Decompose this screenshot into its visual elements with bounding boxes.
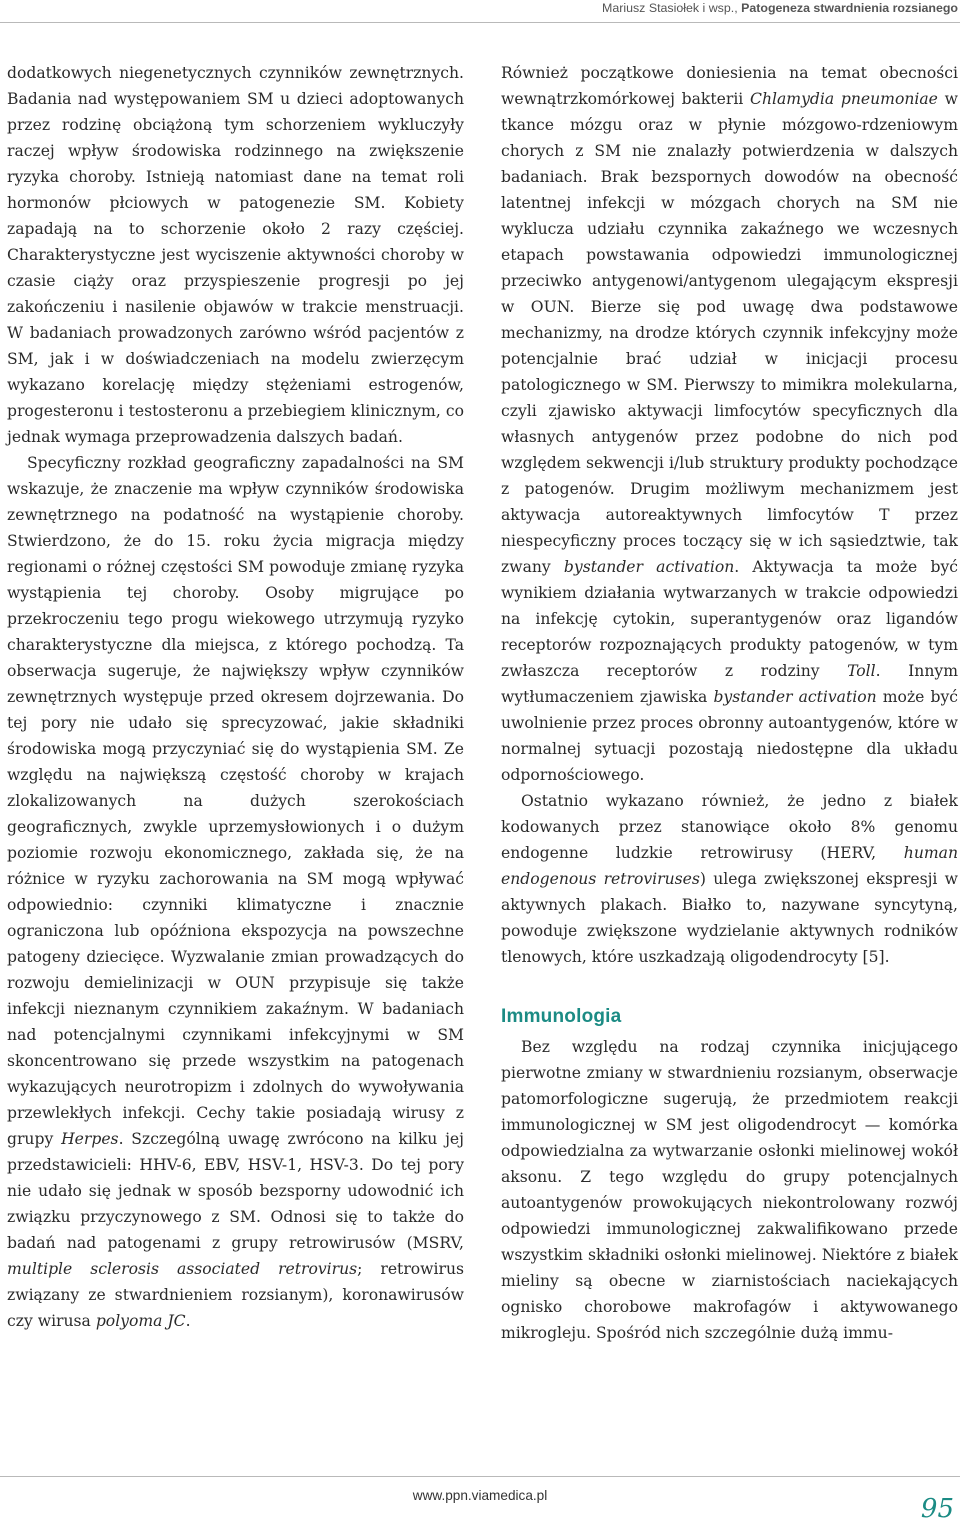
paragraph-text: Również początkowe doniesienia na temat obecności wewnątrzkomórkowej bakterii [501,64,958,108]
paragraph [501,1034,958,1346]
paragraph-text: może być uwolnienie przez proces obronny autoantygenów, które w normalnej sytuacji pozostają niedostępne dla układu odpornościowego. [501,688,958,784]
paragraph-text: Bez względu na rodzaj czynnika inicjującego pierwotne zmiany w stwardnieniu rozsianym, obserwacje patomorfologiczne sugerują, że przedmiotem reakcji immunologicznej w SM jest oligodendrocyt — komórka odpowiedzialna za wytwarzanie osłonki mielinowej wokół aksonu. Z tego względu do grupy potencjalnych autoantygenów prowokujących niekontrolowany rozwój odpowiedzi immunologicznej zakwalifikowano przede wszystkim składniki osłonki mielinowej. Niektóre z białek mieliny są obecne w ziarnistościach naciekających ognisko chorobowe makrofagów i aktywowanego mikrogleju. Spośród nich szczególnie dużą immu- [501,1038,958,1342]
paragraph [501,60,958,788]
italic-term: Toll [847,662,876,680]
paragraph-text: . [185,1312,191,1330]
right-column [501,60,958,1346]
italic-term: polyoma JC [95,1312,186,1330]
page-number: 95 [920,1494,954,1524]
italic-term: human endogenous retroviruses [501,844,958,888]
header-authors: Mariusz Stasiołek i wsp., [602,1,738,15]
italic-term: Herpes [61,1130,119,1148]
paragraph [7,60,464,450]
paragraph-text: . Aktywacja ta może być wynikiem działania wytwarzanych w trakcie odpowiedzi na infekcję cytokin, superantygenów oraz ligandów receptorów rozpoznających produkty patogenów, w tym zwłaszcza receptorów z rodziny [501,558,958,680]
footer-url[interactable]: www.ppn.viamedica.pl [412,1488,548,1503]
paragraph-text: Ostatnio wykazano również, że jedno z białek kodowanych przez stanowiące około 8% genomu endogenne ludzkie retrowirusy (HERV, [501,792,958,862]
left-column [7,60,464,1334]
header-article-title: Patogeneza stwardnienia rozsianego [741,1,958,15]
italic-term: bystander activation [563,558,735,576]
paragraph-text: . Szczególną uwagę zwrócono na kilku jej przedstawicieli: HHV-6, EBV, HSV-1, HSV-3. Do tej pory nie udało się jednak w sposób bezsporny udowodnić ich związku przyczynowego z SM. Odnosi się to także do badań nad patogenami z grupy retrowirusów (MSRV, [7,1130,464,1252]
paragraph-text: w tkance mózgu oraz w płynie mózgowo-rdzeniowym chorych z SM nie znalazły potwierdzenia w dalszych badaniach. Brak bezspornych dowodów na obecność latentnej infekcji w mózgach chorych na SM nie wyklucza udziału czynnika zakaźnego we wczesnych etapach powstawania odpowiedzi immunologicznej przeciwko antygenowi/antygenom ulegającym ekspresji w OUN. Bierze się pod uwagę dwa podstawowe mechanizmy, na drodze których czynnik infekcyjny może potencjalnie brać udział w inicjacji procesu patologicznego w SM. Pierwszy to mimikra molekularna, czyli zjawisko aktywacji limfocytów specyficznych dla własnych antygenów przez podobne do nich pod względem sekwencji i/lub struktury produkty pochodzące z patogenów. Drugim możliwym mechanizmem jest aktywacja autoreaktywnych limfocytów T przez niespecyficzny proces toczący się w ich sąsiedztwie, tak zwany [501,90,958,576]
footer-divider [0,1476,960,1477]
section-heading: Immunologia [501,1006,622,1027]
italic-term: multiple sclerosis associated retrovirus [7,1260,358,1278]
paragraph [7,450,464,1334]
header-citation [602,1,958,15]
paragraph-text: . Innym wytłumaczeniem zjawiska [501,662,958,706]
paragraph-text: ) ulega zwiększonej ekspresji w aktywnych plakach. Białko to, nazywane syncytyną, powoduje zwiększone wydzielanie aktywnych rodników tlenowych, które uszkadzają oligodendrocyty [5]. [501,870,958,966]
paragraph-text: dodatkowych niegenetycznych czynników zewnętrznych. Badania nad występowaniem SM u dzieci adoptowanych przez rodzinę obciążoną tym schorzeniem wykluczyły raczej wpływ środowiska rodzinnego na zwiększenie ryzyka choroby. Istnieją natomiast dane na temat roli hormonów płciowych w patogenezie SM. Kobiety zapadają na to schorzenie około 2 razy częściej. Charakterystyczne jest wyciszenie aktywności choroby w czasie ciąży oraz przyspieszenie progresji po jej zakończeniu i nasilenie objawów w trakcie menstruacji. W badaniach prowadzonych zarówno wśród pacjentów z SM, jak i w doświadczeniach na modelu zwierzęcym wykazano korelację między stężeniami estrogenów, progesteronu i testosteronu a przebiegiem klinicznym, co jednak wymaga przeprowadzenia dalszych badań. [7,64,464,446]
paragraph [501,788,958,970]
paragraph-text: Specyficzny rozkład geograficzny zapadalności na SM wskazuje, że znaczenie ma wpływ czynników środowiska zewnętrznego na podatność na wystąpienie choroby. Stwierdzono, że do 15. roku życia migracja między regionami o różnej częstości SM powoduje zmianę ryzyka wystąpienia tej choroby. Osoby migrujące po przekroczeniu tego progu wiekowego utrzymują ryzyko charakterystyczne dla miejsca, z którego pochodzą. Ta obserwacja sugeruje, że największy wpływ czynników zewnętrznych występuje przed okresem dojrzewania. Do tej pory nie udało się sprecyzować, jakie składniki środowiska mogą przyczyniać się do wystąpienia SM. Ze względu na największą częstość choroby w krajach zlokalizowanych na dużych szerokościach geograficznych, zwykle uprzemysłowionych i o dużym poziomie rozwoju ekonomicznego, zakłada się, że na różnice w ryzyku zachorowania na SM mogą wpływać odpowiednio: czynniki klimatyczne i znacznie ograniczona lub opóźniona ekspozycja na powszechne patogeny dziecięce. Wyzwalanie zmian prowadzących do rozwoju demielinizacji w OUN przypisuje się także infekcji nieznanym czynnikiem zakaźnym. W badaniach nad potencjalnymi czynnikami infekcyjnymi w SM skoncentrowano się przede wszystkim na patogenach wykazujących neurotropizm i zdolnych do wywoływania przewlekłych infekcji. Cechy takie posiadają wirusy z grupy [7,454,464,1148]
paragraph-text: ; retrowirus związany ze stwardnieniem rozsianym), koronawirusów czy wirusa [7,1260,464,1330]
italic-term: bystander activation [713,688,877,706]
italic-term: Chlamydia pneumoniae [750,90,938,108]
running-header [0,0,960,23]
